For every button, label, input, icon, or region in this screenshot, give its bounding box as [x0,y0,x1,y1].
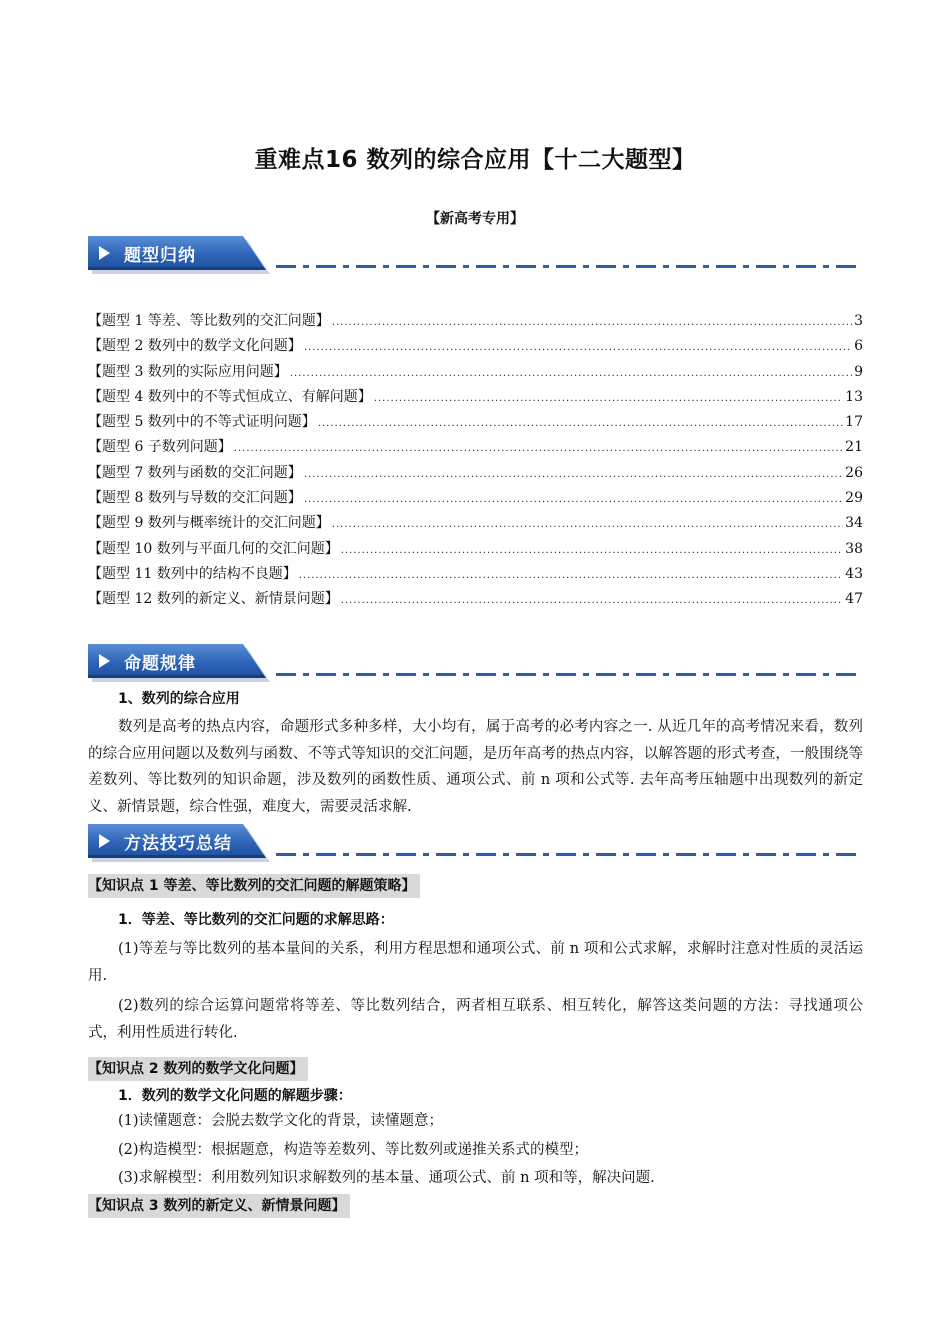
toc-item[interactable]: 【题型 1 等差、等比数列的交汇问题】 ..... 3 [88,310,863,335]
toc-item[interactable]: 【题型 3 数列的实际应用问题】 ..... 9 [88,361,863,386]
toc-item[interactable]: 【题型 4 数列中的不等式恒成立、有解问题】 ..... 13 [88,386,863,411]
toc-item[interactable]: 【题型 2 数列中的数学文化问题】 ..... 6 [88,335,863,360]
section-banner-methods [88,824,863,864]
kp2-heading: 1．数列的数学文化问题的解题步骤： [118,1088,352,1104]
section-title: 命题规律 [124,654,196,674]
page-title: 重难点16 数列的综合应用【十二大题型】 [254,147,696,173]
dashed-divider [276,853,863,856]
dashed-divider [276,265,863,268]
toc-item[interactable]: 【题型 9 数列与概率统计的交汇问题】 ..... 34 [88,512,863,537]
knowledge-point-label: 【知识点 3 数列的新定义、新情景问题】 [88,1194,350,1218]
dashed-divider [276,673,863,676]
page-subtitle: 【新高考专用】 [426,211,524,227]
kp2-paragraph: (2)构造模型：根据题意，构造等差数列、等比数列或递推关系式的模型； [118,1142,589,1158]
toc-item[interactable]: 【题型 10 数列与平面几何的交汇问题】 ..... 38 [88,538,863,563]
play-arrow-icon [99,834,110,848]
section-title: 题型归纳 [124,246,196,266]
kp1-paragraph: (2)数列的综合运算问题常将等差、等比数列结合，两者相互联系、相互转化，解答这类问题的方法：寻找通项公式，利用性质进行转化. [88,998,863,1041]
section-banner-question-types [88,236,863,276]
play-arrow-icon [99,246,110,260]
knowledge-point-label: 【知识点 2 数列的数学文化问题】 [88,1057,308,1081]
rule-heading: 1、数列的综合应用 [118,691,240,707]
toc-item[interactable]: 【题型 7 数列与函数的交汇问题】 ..... 26 [88,462,863,487]
knowledge-point-label: 【知识点 1 等差、等比数列的交汇问题的解题策略】 [88,874,420,898]
table-of-contents [88,310,863,614]
toc-item[interactable]: 【题型 8 数列与导数的交汇问题】 ..... 29 [88,487,863,512]
toc-item[interactable]: 【题型 5 数列中的不等式证明问题】 ..... 17 [88,411,863,436]
section-title: 方法技巧总结 [124,834,232,854]
toc-item[interactable]: 【题型 11 数列中的结构不良题】 ..... 43 [88,563,863,588]
toc-item[interactable]: 【题型 6 子数列问题】 ..... 21 [88,436,863,461]
rule-paragraph: 数列是高考的热点内容，命题形式多种多样，大小均有，属于高考的必考内容之一. 从近几年的高考情况来看，数列的综合应用问题以及数列与函数、不等式等知识的交汇问题，是历年高考的热点内容，以解答题的形式考查，一般围绕等差数列、等比数列的知识命题，涉及数列的函数性质、通项公式、前 n 项和公式等. 去年高考压轴题中出现数列的新定义、新情景题，综合性强，难度大，需要灵活求解. [88,719,863,815]
toc-item[interactable]: 【题型 12 数列的新定义、新情景问题】 ..... 47 [88,588,863,613]
kp2-paragraph: (3)求解模型：利用数列知识求解数列的基本量、通项公式、前 n 项和等，解决问题. [118,1170,655,1186]
kp1-paragraph: (1)等差与等比数列的基本量间的关系，利用方程思想和通项公式、前 n 项和公式求解，求解时注意对性质的灵活运用. [88,941,863,984]
kp1-heading: 1．等差、等比数列的交汇问题的求解思路： [118,912,394,928]
kp2-paragraph: (1)读懂题意：会脱去数学文化的背景，读懂题意； [118,1113,444,1129]
play-arrow-icon [99,654,110,668]
section-banner-exam-patterns [88,644,863,684]
